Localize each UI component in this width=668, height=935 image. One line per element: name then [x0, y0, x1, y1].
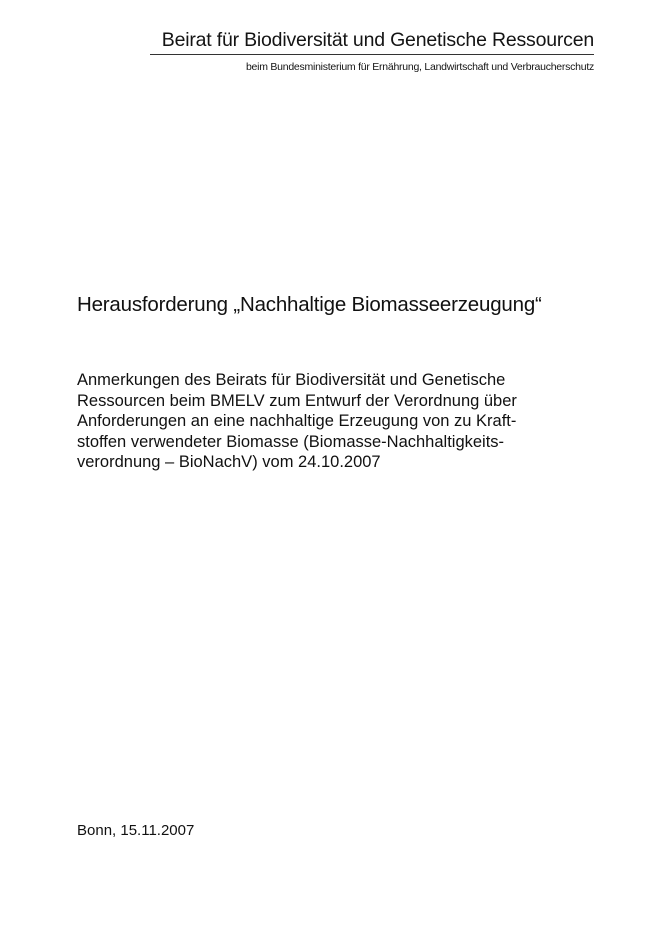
letterhead-divider: [150, 54, 594, 55]
document-subtitle-line: Anmerkungen des Beirats für Biodiversität und Genetische: [77, 371, 506, 389]
document-title: Herausforderung „Nachhaltige Biomasseerzeugung“: [77, 293, 542, 316]
letterhead-title: Beirat für Biodiversität und Genetische Ressourcen: [161, 29, 594, 51]
document-subtitle-line: verordnung – BioNachV) vom 24.10.2007: [77, 453, 381, 472]
document-subtitle: [77, 370, 597, 473]
document-subtitle-line: Ressourcen beim BMELV zum Entwurf der Verordnung über: [77, 391, 517, 410]
letterhead: [150, 28, 594, 74]
document-subtitle-line: stoffen verwendeter Biomasse (Biomasse-Nachhaltigkeits-: [77, 432, 505, 451]
document-subtitle-line: Anforderungen an eine nachhaltige Erzeugung von zu Kraft-: [77, 412, 517, 431]
letterhead-subtitle: beim Bundesministerium für Ernährung, Landwirtschaft und Verbraucherschutz: [245, 61, 594, 73]
place-and-date: Bonn, 15.11.2007: [77, 822, 195, 839]
